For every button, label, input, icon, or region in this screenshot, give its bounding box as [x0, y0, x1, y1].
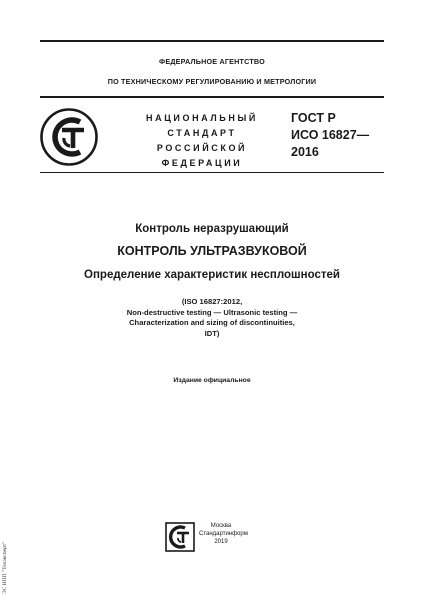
bottom-rule	[40, 172, 384, 173]
side-watermark: ЭС НПП "Техэксперт"	[2, 541, 8, 594]
publisher-info	[199, 522, 248, 546]
standard-type	[145, 111, 259, 171]
title-line-2: КОНТРОЛЬ УЛЬТРАЗВУКОВОЙ	[117, 244, 307, 258]
standard-type-line: СТАНДАРТ	[167, 128, 237, 138]
publisher-line: Москва	[210, 523, 232, 529]
iso-reference-line: IDT)	[204, 328, 220, 338]
iso-reference-line: (ISO 16827:2012,	[181, 297, 243, 306]
gost-r-emblem-icon	[40, 108, 98, 166]
agency-name-line-1: ФЕДЕРАЛЬНОЕ АГЕНТСТВО	[159, 57, 265, 66]
standard-type-line: ФЕДЕРАЦИИ	[161, 158, 243, 168]
standard-type-line: НАЦИОНАЛЬНЫЙ	[146, 113, 258, 123]
title-line-1: Контроль неразрушающий	[135, 223, 289, 235]
agency-name-line-2: ПО ТЕХНИЧЕСКОМУ РЕГУЛИРОВАНИЮ И МЕТРОЛОГИИ	[107, 77, 317, 86]
iso-reference	[40, 297, 384, 339]
iso-reference-line: Characterization and sizing of discontinuities,	[129, 318, 295, 328]
publisher-line: 2019	[214, 539, 228, 545]
iso-reference-line: Non-destructive testing — Ultrasonic testing —	[126, 307, 298, 317]
edition-label: Издание официальное	[173, 377, 251, 384]
title-line-3: Определение характеристик несплошностей	[84, 269, 340, 281]
middle-rule	[40, 96, 384, 98]
publisher-line: Стандартинформ	[199, 531, 248, 537]
standard-type-line: РОССИЙСКОЙ	[156, 143, 248, 153]
standard-code	[291, 110, 369, 161]
top-rule	[40, 40, 384, 42]
standartinform-emblem-icon	[165, 522, 195, 552]
standard-code-line: ГОСТ Р	[291, 111, 336, 125]
standard-code-line: 2016	[291, 145, 319, 159]
standard-code-line: ИСО 16827—	[291, 128, 370, 142]
